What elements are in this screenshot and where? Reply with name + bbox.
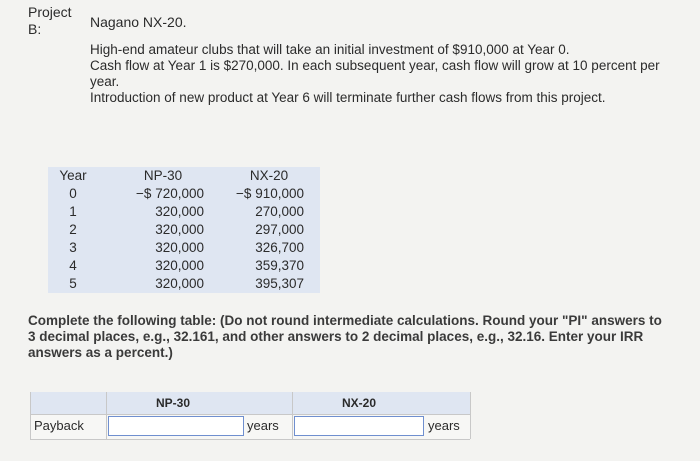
year-cell: 3 <box>69 240 77 255</box>
nx20-payback-unit: years <box>428 418 460 433</box>
table-border <box>30 392 31 439</box>
year-cell: 0 <box>69 186 77 201</box>
year-cell: 1 <box>69 204 77 219</box>
project-title: Nagano NX-20. <box>90 14 187 30</box>
table-border <box>470 392 471 439</box>
answer-nx20-header: NX-20 <box>342 396 377 410</box>
table-border <box>106 392 107 439</box>
np30-cell: −$ 720,000 <box>136 186 204 201</box>
description-line: Cash flow at Year 1 is $270,000. In each subsequent year, cash flow will grow at 10 percent per year. <box>90 58 660 89</box>
nx20-cell: 326,700 <box>255 240 304 255</box>
np30-cell: 320,000 <box>155 240 204 255</box>
nx20-cell: 297,000 <box>255 222 304 237</box>
nx20-payback-input[interactable] <box>294 416 424 436</box>
nx20-cell: −$ 910,000 <box>236 186 304 201</box>
np30-cell: 320,000 <box>155 258 204 273</box>
np30-payback-input[interactable] <box>108 416 244 436</box>
np30-cell: 320,000 <box>155 222 204 237</box>
description-line: Introduction of new product at Year 6 will terminate further cash flows from this project. <box>90 90 606 105</box>
nx20-cell: 395,307 <box>255 276 304 291</box>
description-line: High-end amateur clubs that will take an initial investment of $910,000 at Year 0. <box>90 42 570 57</box>
year-cell: 2 <box>69 222 77 237</box>
np30-cell: 320,000 <box>155 204 204 219</box>
np30-cell: 320,000 <box>155 276 204 291</box>
project-label: Project B: <box>28 4 72 37</box>
np30-payback-unit: years <box>247 418 279 433</box>
table-border <box>292 392 293 439</box>
answer-table-header <box>30 392 470 414</box>
instructions: Complete the following table: (Do not round intermediate calculations. Round your "PI" answers to 3 decimal places, e.g., 32.161, and other answers to 2 decimal places, e.g., 32.16. Enter your IRR answers as a percent.) <box>28 313 662 360</box>
year-cell: 4 <box>69 258 77 273</box>
project-description <box>90 42 660 106</box>
nx20-cell: 359,370 <box>255 258 304 273</box>
payback-label: Payback <box>34 418 84 433</box>
year-cell: 5 <box>69 276 77 291</box>
np30-header: NP-30 <box>143 168 183 183</box>
cash-flow-table <box>48 167 320 293</box>
nx20-cell: 270,000 <box>255 204 304 219</box>
nx20-header: NX-20 <box>249 168 289 183</box>
answer-np30-header: NP-30 <box>156 396 191 410</box>
year-header: Year <box>59 168 87 183</box>
